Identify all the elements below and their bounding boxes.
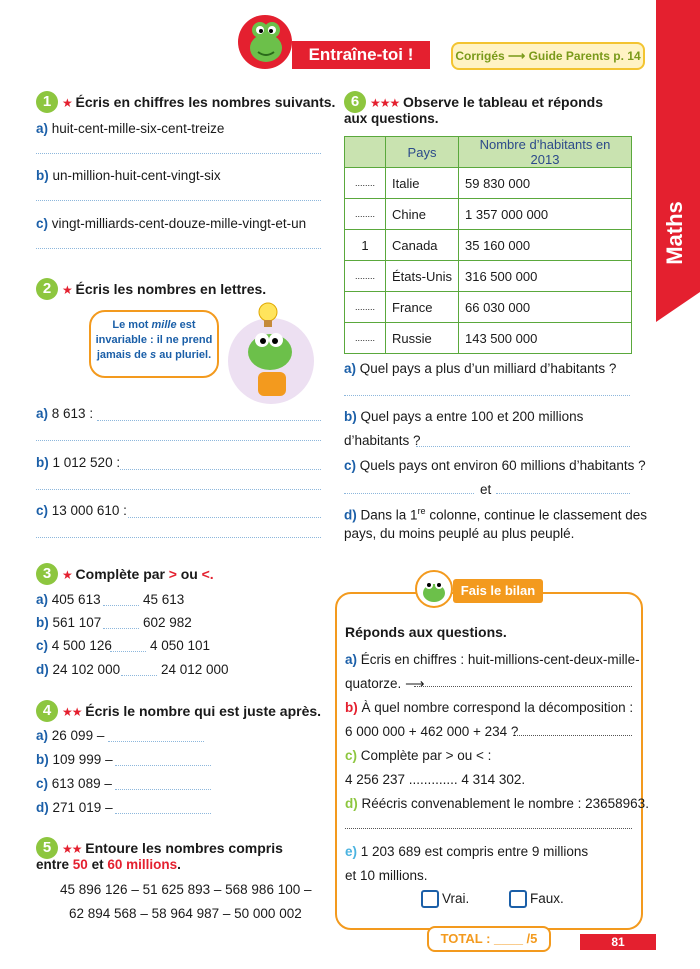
corriges-box	[451, 42, 645, 70]
ex5-numbers-1: 45 896 126 – 51 625 893 – 568 986 100 –	[60, 882, 312, 897]
population-table	[344, 136, 632, 354]
ex2-number: 2	[36, 278, 58, 300]
ex4-answer-c[interactable]	[115, 789, 211, 790]
ex5-title-2: entre 50 et 60 millions.	[36, 857, 181, 872]
ex6-question-b: b) Quel pays a entre 100 et 200 millions	[344, 409, 584, 424]
rank-cell[interactable]: ........	[345, 292, 386, 323]
frog-icon	[414, 565, 454, 609]
ex4-answer-d[interactable]	[115, 813, 211, 814]
bilan-heading: Réponds aux questions.	[345, 624, 507, 640]
ex4-item-b: b) 109 999 –	[36, 752, 113, 767]
ex2-answer-b1[interactable]	[120, 469, 321, 470]
ex3-blank-d[interactable]	[121, 675, 157, 676]
ex6-title-2: aux questions.	[344, 111, 439, 126]
ex1-answer-c[interactable]	[36, 248, 321, 249]
ex6-question-d2: pays, du moins peuplé au plus peuplé.	[344, 526, 575, 541]
ex6-question-a: a) Quel pays a plus d’un milliard d’habitants ?	[344, 361, 617, 376]
ex1-item-a: a) huit-cent-mille-six-cent-treize	[36, 121, 225, 136]
ex4-title: ★★ Écris le nombre qui est juste après.	[62, 703, 322, 719]
ex2-title: ★ Écris les nombres en lettres.	[62, 281, 267, 297]
ex1-stars: ★	[62, 96, 72, 110]
arrow-icon: ⟶	[508, 49, 526, 63]
table-row: ........ États-Unis 316 500 000	[345, 261, 632, 292]
ex3-item-d: d) 24 102 000	[36, 662, 121, 677]
ex4-item-d: d) 271 019 –	[36, 800, 113, 815]
ex2-item-c: c) 13 000 610 :	[36, 503, 127, 518]
bilan-answer-a[interactable]	[414, 686, 632, 687]
ex3-item-a: a) 405 613	[36, 592, 101, 607]
rank-cell[interactable]: ........	[345, 323, 386, 354]
tip-bubble: Le mot mille est invariable : il ne prend jamais de s au pluriel.	[89, 310, 219, 378]
bilan-e: e) 1 203 689 est compris entre 9 millions	[345, 844, 589, 859]
ex1-item-b: b) un-million-huit-cent-vingt-six	[36, 168, 221, 183]
ex3-blank-b[interactable]	[103, 628, 139, 629]
table-header-row: Pays Nombre d’habitants en 2013	[345, 137, 632, 168]
faux-label: Faux.	[530, 891, 564, 906]
ex6-question-d: d) Dans la 1re colonne, continue le classement des	[344, 506, 647, 523]
ex3-blank-c[interactable]	[110, 651, 146, 652]
ex4-answer-b[interactable]	[115, 765, 211, 766]
guide-label: Guide Parents p. 14	[528, 49, 641, 63]
lightbulb-frog-icon	[232, 290, 312, 404]
frog-mascot-icon	[240, 10, 292, 70]
ex3-number: 3	[36, 563, 58, 585]
ex2-answer-a1[interactable]	[97, 420, 321, 421]
ex4-answer-a[interactable]	[108, 741, 204, 742]
table-row: ........ France 66 030 000	[345, 292, 632, 323]
ex3-item-b: b) 561 107	[36, 615, 102, 630]
bilan-a: a) Écris en chiffres : huit-millions-cent-deux-mille-	[345, 652, 640, 667]
bilan-b2: 6 000 000 + 462 000 + 234 ?	[345, 724, 519, 739]
ex6-answer-b[interactable]	[416, 446, 630, 447]
ex1-title: ★ Écris en chiffres les nombres suivants.	[62, 94, 336, 110]
arrow-right-icon: ⟶	[405, 676, 425, 691]
bilan-b: b) À quel nombre correspond la décomposition :	[345, 700, 634, 715]
table-row: 1 Canada 35 160 000	[345, 230, 632, 261]
ex4-item-c: c) 613 089 –	[36, 776, 112, 791]
bilan-answer-d[interactable]	[345, 828, 632, 829]
rank-cell: 1	[345, 230, 386, 261]
bilan-e2: et 10 millions.	[345, 868, 428, 883]
ex3-right-c: 4 050 101	[150, 638, 211, 653]
bilan-c2: 4 256 237 ............. 4 314 302.	[345, 772, 526, 787]
page-number: 81	[580, 934, 656, 950]
ex6-answer-c1[interactable]	[344, 493, 474, 494]
table-row: ........ Chine 1 357 000 000	[345, 199, 632, 230]
table-row: ........ Italie 59 830 000	[345, 168, 632, 199]
bilan-answer-b[interactable]	[513, 735, 632, 736]
rank-cell[interactable]: ........	[345, 261, 386, 292]
ex3-right-b: 602 982	[143, 615, 192, 630]
ex3-right-d: 24 012 000	[161, 662, 229, 677]
corriges-label: Corrigés	[455, 49, 505, 63]
ex2-answer-b2[interactable]	[36, 489, 321, 490]
ex2-answer-a2[interactable]	[36, 440, 321, 441]
bilan-d: d) Réécris convenablement le nombre : 23658963.	[345, 796, 649, 811]
ex2-answer-c2[interactable]	[36, 537, 321, 538]
rank-cell[interactable]: ........	[345, 168, 386, 199]
ex4-item-a: a) 26 099 –	[36, 728, 105, 743]
ex2-item-a: a) 8 613 :	[36, 406, 94, 421]
ex5-title-1: ★★ Entoure les nombres compris	[62, 840, 283, 856]
ex6-answer-c2[interactable]	[496, 493, 630, 494]
ex1-number: 1	[36, 91, 58, 113]
ex6-title-1: ★★★ Observe le tableau et réponds	[370, 94, 604, 110]
bilan-c: c) Complète par > ou < :	[345, 748, 492, 763]
rank-cell[interactable]: ........	[345, 199, 386, 230]
ex2-answer-c1[interactable]	[128, 517, 321, 518]
banner-title: Entraîne-toi !	[292, 41, 430, 69]
maths-tab-label: Maths	[662, 201, 687, 265]
faux-checkbox[interactable]	[509, 890, 527, 908]
ex3-title: ★ Complète par > ou <.	[62, 566, 214, 582]
ex5-number: 5	[36, 837, 58, 859]
ex3-blank-a[interactable]	[103, 605, 139, 606]
vrai-label: Vrai.	[442, 891, 470, 906]
ex3-right-a: 45 613	[143, 592, 185, 607]
ex6-question-c: c) Quels pays ont environ 60 millions d’habitants ?	[344, 458, 646, 473]
ex1-answer-a[interactable]	[36, 153, 321, 154]
ex6-answer-a[interactable]	[344, 395, 630, 396]
ex6-number: 6	[344, 91, 366, 113]
ex1-answer-b[interactable]	[36, 200, 321, 201]
ex6-c-et: et	[480, 482, 492, 497]
bilan-title: Fais le bilan	[453, 579, 543, 603]
ex3-item-c: c) 4 500 126	[36, 638, 112, 653]
ex6-question-b2: d’habitants ?	[344, 433, 421, 448]
ex5-numbers-2: 62 894 568 – 58 964 987 – 50 000 002	[69, 906, 302, 921]
table-row: ........ Russie 143 500 000	[345, 323, 632, 354]
ex4-number: 4	[36, 700, 58, 722]
total-badge: TOTAL : ____ /5	[427, 926, 551, 952]
vrai-checkbox[interactable]	[421, 890, 439, 908]
ex2-item-b: b) 1 012 520 :	[36, 455, 121, 470]
ex1-item-c: c) vingt-milliards-cent-douze-mille-vingt-et-un	[36, 216, 307, 231]
bilan-mascot-circle	[414, 565, 454, 609]
bilan-a2: quatorze. ⟶	[345, 676, 425, 691]
